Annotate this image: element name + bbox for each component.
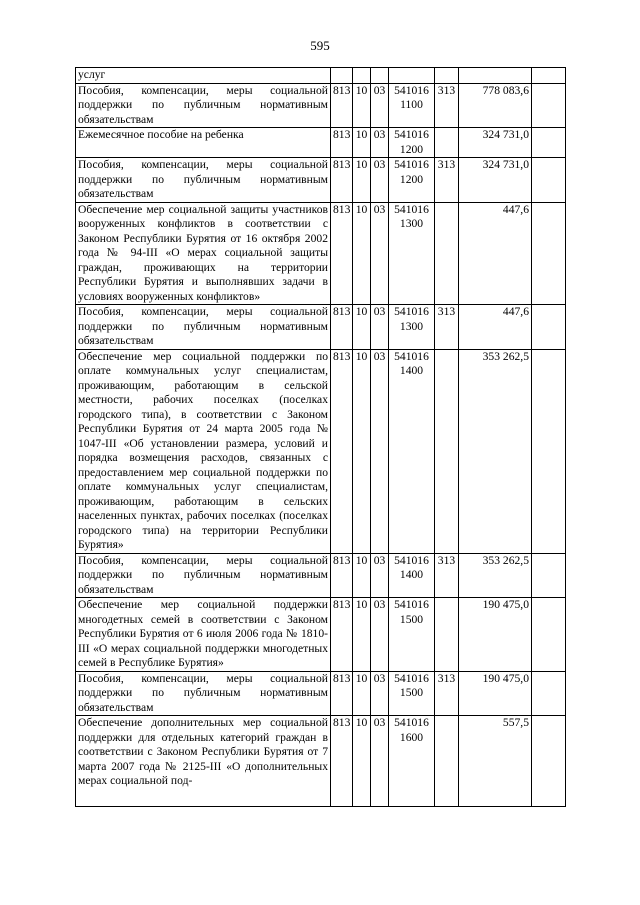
row-name-cell: Пособия, компенсации, меры социальной поддержки по публичным нормативным обязательствам xyxy=(76,158,331,203)
table-row xyxy=(76,128,566,158)
row-rz-cell: 10 xyxy=(353,671,371,716)
row-sum-cell: 324 731,0 xyxy=(459,158,532,203)
row-empty-cell xyxy=(532,553,566,598)
row-pr-cell: 03 xyxy=(371,716,389,807)
row-name-cell: Пособия, компенсации, меры социальной поддержки по публичным нормативным обязательствам xyxy=(76,305,331,350)
row-sum-cell xyxy=(459,68,532,84)
row-vr-cell xyxy=(435,716,459,807)
row-csr-cell: 541016 1100 xyxy=(389,83,435,128)
row-csr-cell: 541016 1600 xyxy=(389,716,435,807)
row-empty-cell xyxy=(532,83,566,128)
row-name-cell: услуг xyxy=(76,68,331,84)
row-csr-cell: 541016 1300 xyxy=(389,305,435,350)
row-rz-cell: 10 xyxy=(353,553,371,598)
row-csr-cell: 541016 1200 xyxy=(389,128,435,158)
row-gr-cell xyxy=(331,68,353,84)
row-gr-cell: 813 xyxy=(331,553,353,598)
row-empty-cell xyxy=(532,202,566,305)
row-gr-cell: 813 xyxy=(331,158,353,203)
row-csr-cell: 541016 1300 xyxy=(389,202,435,305)
row-vr-cell: 313 xyxy=(435,305,459,350)
row-name-cell: Обеспечение дополнительных мер социальной поддержки для отдельных категорий граждан в соответствии с Законом Республики Бурятия от 7 марта 2007 года № 2125-III «О дополнительных мерах социальной под- xyxy=(76,716,331,807)
row-csr-cell: 541016 1400 xyxy=(389,553,435,598)
row-sum-cell: 324 731,0 xyxy=(459,128,532,158)
row-name-cell: Ежемесячное пособие на ребенка xyxy=(76,128,331,158)
row-name-cell: Пособия, компенсации, меры социальной поддержки по публичным нормативным обязательствам xyxy=(76,83,331,128)
row-name-cell: Пособия, компенсации, меры социальной поддержки по публичным нормативным обязательствам xyxy=(76,671,331,716)
row-pr-cell: 03 xyxy=(371,305,389,350)
row-gr-cell: 813 xyxy=(331,305,353,350)
row-rz-cell: 10 xyxy=(353,158,371,203)
row-rz-cell: 10 xyxy=(353,598,371,672)
row-pr-cell: 03 xyxy=(371,158,389,203)
row-name-cell: Пособия, компенсации, меры социальной поддержки по публичным нормативным обязательствам xyxy=(76,553,331,598)
table-row xyxy=(76,158,566,203)
row-rz-cell: 10 xyxy=(353,716,371,807)
row-csr-cell: 541016 1500 xyxy=(389,671,435,716)
row-sum-cell: 557,5 xyxy=(459,716,532,807)
row-sum-cell: 190 475,0 xyxy=(459,598,532,672)
row-vr-cell xyxy=(435,202,459,305)
row-pr-cell: 03 xyxy=(371,671,389,716)
row-csr-cell: 541016 1500 xyxy=(389,598,435,672)
row-rz-cell xyxy=(353,68,371,84)
row-name-cell: Обеспечение мер социальной поддержки по оплате коммунальных услуг специалистам, проживающим, работающим в сельской местности, рабочих поселках (поселках городского типа), в соответствии с Законом Республики Бурятия от 24 марта 2005 года № 1047-III «Об установлении размера, условий и порядка возмещения расходов, связанных с предоставлением мер социальной поддержки по оплате коммунальных услуг специалистам, проживающим, работающим в сельских населенных пунктах, рабочих поселках (поселках городского типа) на территории Республики Бурятия» xyxy=(76,349,331,553)
row-pr-cell: 03 xyxy=(371,553,389,598)
row-gr-cell: 813 xyxy=(331,83,353,128)
row-empty-cell xyxy=(532,305,566,350)
row-gr-cell: 813 xyxy=(331,349,353,553)
row-empty-cell xyxy=(532,349,566,553)
row-vr-cell: 313 xyxy=(435,158,459,203)
row-gr-cell: 813 xyxy=(331,128,353,158)
row-rz-cell: 10 xyxy=(353,202,371,305)
row-empty-cell xyxy=(532,128,566,158)
row-empty-cell xyxy=(532,598,566,672)
row-pr-cell: 03 xyxy=(371,128,389,158)
table-row xyxy=(76,553,566,598)
row-gr-cell: 813 xyxy=(331,202,353,305)
row-sum-cell: 778 083,6 xyxy=(459,83,532,128)
row-vr-cell: 313 xyxy=(435,553,459,598)
row-sum-cell: 353 262,5 xyxy=(459,553,532,598)
table-row xyxy=(76,305,566,350)
row-pr-cell: 03 xyxy=(371,349,389,553)
row-empty-cell xyxy=(532,671,566,716)
table-row xyxy=(76,598,566,672)
row-vr-cell xyxy=(435,598,459,672)
row-rz-cell: 10 xyxy=(353,128,371,158)
row-gr-cell: 813 xyxy=(331,671,353,716)
row-csr-cell: 541016 1200 xyxy=(389,158,435,203)
row-pr-cell xyxy=(371,68,389,84)
row-vr-cell xyxy=(435,349,459,553)
row-pr-cell: 03 xyxy=(371,202,389,305)
table-row xyxy=(76,83,566,128)
row-csr-cell xyxy=(389,68,435,84)
table-row xyxy=(76,202,566,305)
row-csr-cell: 541016 1400 xyxy=(389,349,435,553)
row-vr-cell: 313 xyxy=(435,83,459,128)
row-empty-cell xyxy=(532,716,566,807)
row-name-cell: Обеспечение мер социальной защиты участников вооруженных конфликтов в соответствии с Законом Республики Бурятия от 16 октября 2002 года № 94-III «О мерах социальной защиты граждан, проживающих на территории Республики Бурятия и выполнявших задачи в условиях вооруженных конфликтов» xyxy=(76,202,331,305)
row-sum-cell: 353 262,5 xyxy=(459,349,532,553)
row-empty-cell xyxy=(532,68,566,84)
table-row xyxy=(76,68,566,84)
page-number: 595 xyxy=(310,38,330,53)
row-sum-cell: 190 475,0 xyxy=(459,671,532,716)
budget-table xyxy=(75,67,566,807)
row-vr-cell xyxy=(435,68,459,84)
table-row xyxy=(76,349,566,553)
table-row xyxy=(76,716,566,807)
row-gr-cell: 813 xyxy=(331,598,353,672)
row-pr-cell: 03 xyxy=(371,598,389,672)
row-vr-cell xyxy=(435,128,459,158)
row-rz-cell: 10 xyxy=(353,83,371,128)
row-gr-cell: 813 xyxy=(331,716,353,807)
row-empty-cell xyxy=(532,158,566,203)
row-name-cell: Обеспечение мер социальной поддержки многодетных семей в соответствии с Законом Республики Бурятия от 6 июля 2006 года № 1810-III «О мерах социальной поддержки многодетных семей в Республике Бурятия» xyxy=(76,598,331,672)
row-pr-cell: 03 xyxy=(371,83,389,128)
table-row xyxy=(76,671,566,716)
row-sum-cell: 447,6 xyxy=(459,305,532,350)
row-sum-cell: 447,6 xyxy=(459,202,532,305)
row-rz-cell: 10 xyxy=(353,349,371,553)
row-rz-cell: 10 xyxy=(353,305,371,350)
row-vr-cell: 313 xyxy=(435,671,459,716)
